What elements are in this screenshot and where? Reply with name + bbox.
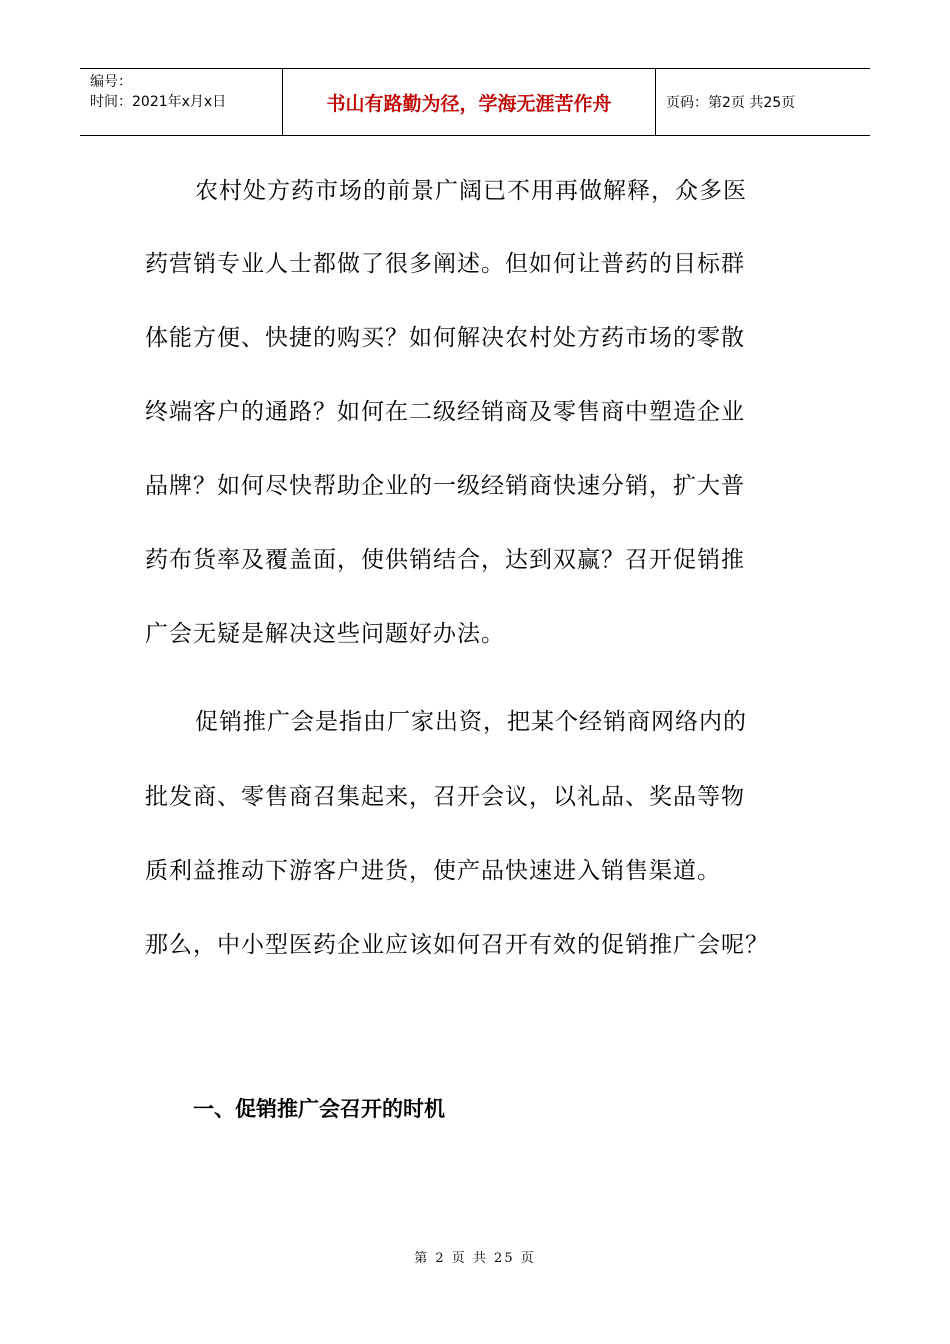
header-page-info: 页码：第2页 共25页 [666, 95, 796, 111]
paragraph-1-line-4: 终端客户的通路？如何在二级经销商及零售商中塑造企业 [145, 399, 745, 425]
document-date-label: 时间：2021年x月x日 [90, 94, 227, 110]
paragraph-1-line-2: 药营销专业人士都做了很多阐述。但如何让普药的目标群 [145, 251, 745, 277]
page-header [80, 68, 870, 136]
page-footer: 第 2 页 共 25 页 [414, 1251, 536, 1266]
header-page-cell [656, 69, 870, 135]
paragraph-1-line-3: 体能方便、快捷的购买？如何解决农村处方药市场的零散 [145, 325, 745, 351]
paragraph-2-line-2: 批发商、零售商召集起来，召开会议，以礼品、奖品等物 [145, 784, 745, 810]
paragraph-1-line-6: 药布货率及覆盖面，使供销结合，达到双赢？召开促销推 [145, 547, 745, 573]
paragraph-2-line-4: 那么，中小型医药企业应该如何召开有效的促销推广会呢？ [145, 932, 769, 958]
section-heading: 一、促销推广会召开的时机 [193, 1097, 445, 1121]
paragraph-2-line-1: 促销推广会是指由厂家出资，把某个经销商网络内的 [195, 709, 747, 735]
document-number-label: 编号： [90, 74, 132, 90]
paragraph-1-line-1: 农村处方药市场的前景广阔已不用再做解释，众多医 [195, 178, 747, 204]
paragraph-1-line-5: 品牌？如何尽快帮助企业的一级经销商快速分销，扩大普 [145, 473, 745, 499]
header-motto: 书山有路勤为径，学海无涯苦作舟 [326, 92, 612, 115]
paragraph-2-line-3: 质利益推动下游客户进货，使产品快速进入销售渠道。 [145, 858, 721, 884]
header-meta-cell [80, 69, 283, 135]
paragraph-1-line-7: 广会无疑是解决这些问题好办法。 [145, 621, 505, 647]
header-motto-cell [283, 69, 656, 135]
